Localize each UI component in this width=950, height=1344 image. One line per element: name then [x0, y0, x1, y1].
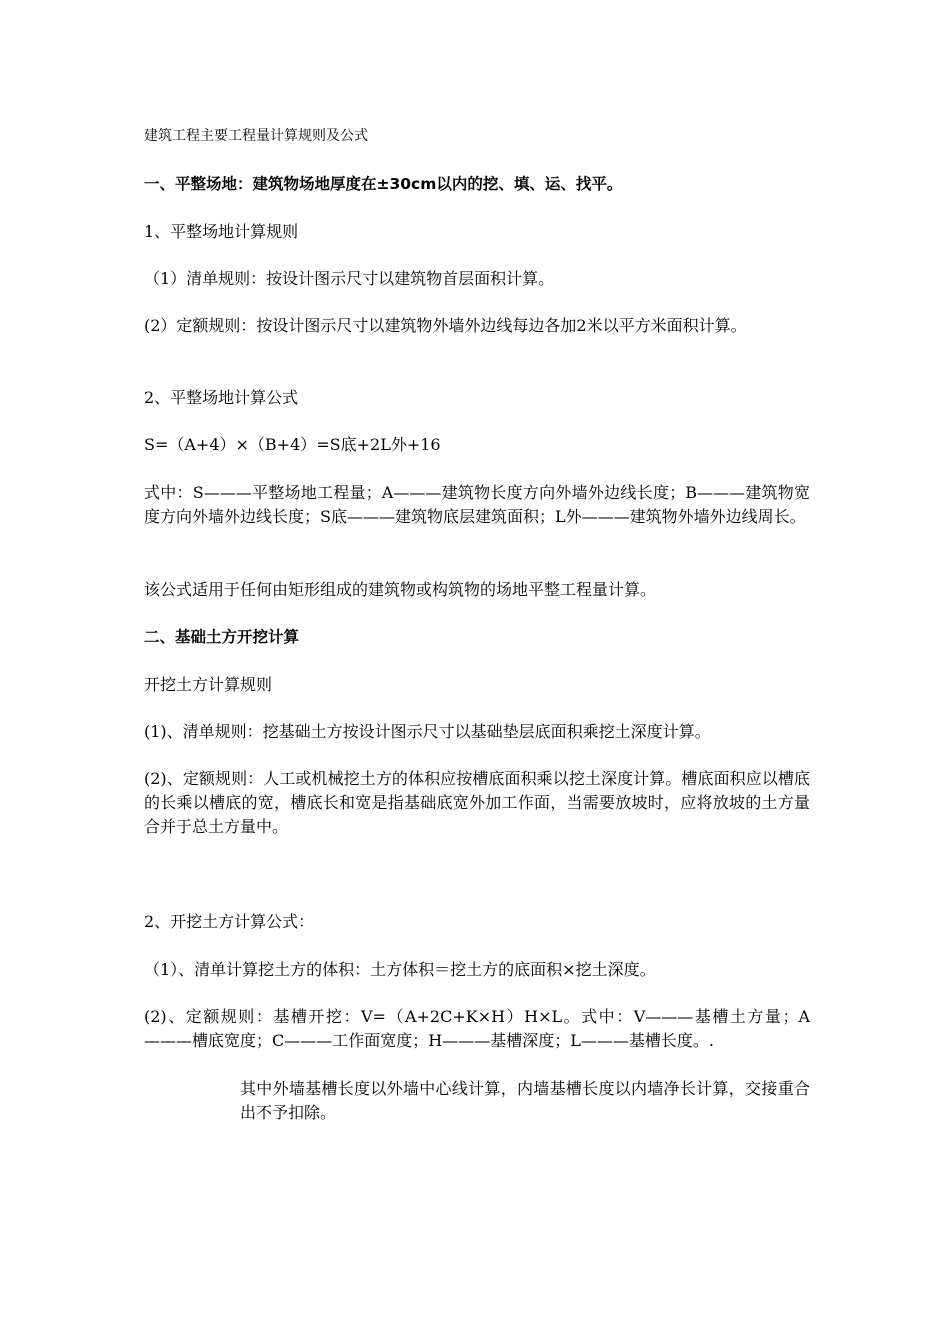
section2-heading: 二、基础土方开挖计算 [144, 628, 300, 646]
section1-rules-title: 1、平整场地计算规则 [144, 222, 299, 241]
section1-formula: S=（A+4）×（B+4）=S底+2L外+16 [144, 435, 441, 454]
section2-formula-2: (2)、定额规则：基槽开挖：V=（A+2C+K×H）H×L。式中：V———基槽土方量；A———槽底宽度；C———工作面宽度；H———基槽深度；L———基槽长度。. [144, 1007, 810, 1050]
section1-heading: 一、平整场地：建筑物场地厚度在±30cm以内的挖、填、运、找平。 [144, 175, 623, 193]
section2-formula-title: 2、开挖土方计算公式： [144, 912, 315, 931]
section2-rule-1: (1)、清单规则：挖基础土方按设计图示尺寸以基础垫层底面积乘挖土深度计算。 [144, 722, 711, 741]
section2-rules-title: 开挖土方计算规则 [144, 675, 273, 694]
section2-rule-2: (2)、定额规则：人工或机械挖土方的体积应按槽底面积乘以挖土深度计算。槽底面积应以槽底的长乘以槽底的宽，槽底长和宽是指基础底宽外加工作面，当需要放坡时，应将放坡的土方量合并于总土方量中。 [144, 769, 810, 836]
section2-formula-1: （1）、清单计算挖土方的体积：土方体积＝挖土方的底面积×挖土深度。 [144, 960, 656, 979]
section1-note: 该公式适用于任何由矩形组成的建筑物或构筑物的场地平整工程量计算。 [144, 580, 657, 599]
section1-rule-2: (2）定额规则：按设计图示尺寸以建筑物外墙外边线每边各加2米以平方米面积计算。 [144, 316, 747, 335]
section1-explanation: 式中：S———平整场地工程量；A———建筑物长度方向外墙外边线长度；B———建筑物宽度方向外墙外边线长度；S底———建筑物底层建筑面积；L外———建筑物外墙外边线周长。 [144, 483, 810, 526]
section1-rule-1: （1）清单规则：按设计图示尺寸以建筑物首层面积计算。 [144, 269, 555, 288]
section2-note: 其中外墙基槽长度以外墙中心线计算，内墙基槽长度以内墙净长计算，交接重合出不予扣除。 [240, 1079, 810, 1122]
section1-formula-title: 2、平整场地计算公式 [144, 388, 299, 407]
document-title: 建筑工程主要工程量计算规则及公式 [144, 128, 368, 144]
